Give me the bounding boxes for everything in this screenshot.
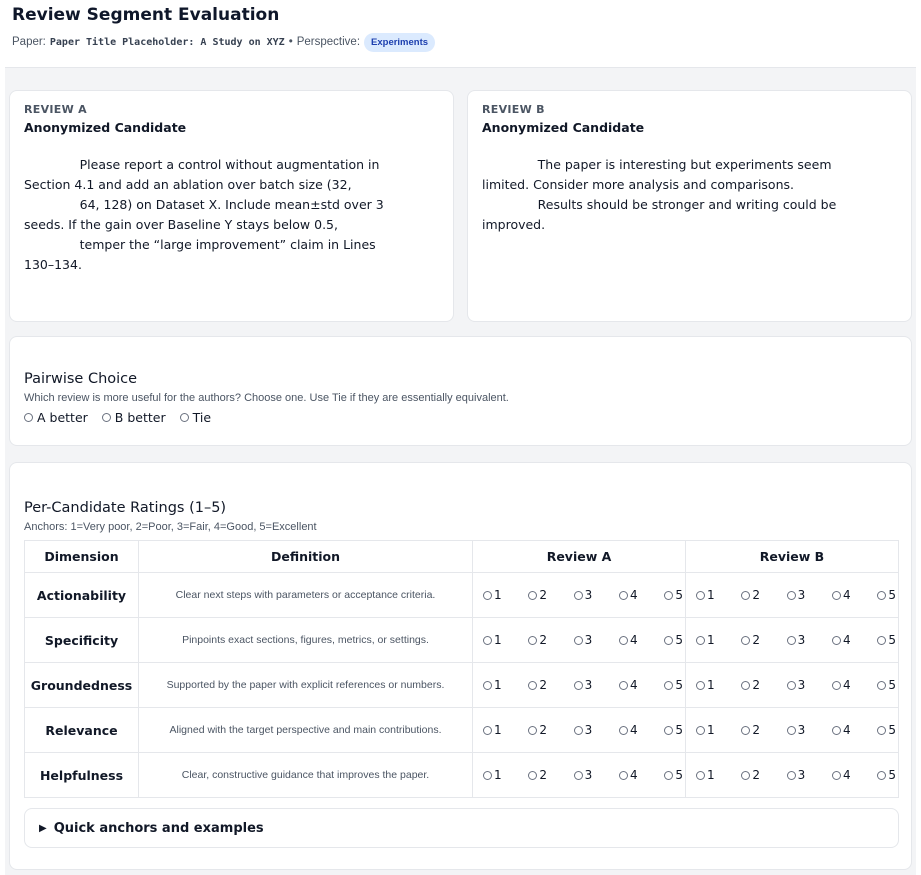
review-b-score-option[interactable] xyxy=(696,723,715,737)
header-definition: Definition xyxy=(139,541,473,573)
review-b-score-group xyxy=(686,663,899,708)
review-a-score-option[interactable] xyxy=(574,768,593,782)
radio-circle-icon[interactable] xyxy=(664,591,673,600)
review-b-score-option[interactable] xyxy=(741,588,760,602)
score-value: 3 xyxy=(584,678,593,692)
radio-circle-icon[interactable] xyxy=(741,681,750,690)
radio-circle-icon[interactable] xyxy=(102,413,111,422)
score-value: 2 xyxy=(539,588,547,602)
review-a-score-option[interactable] xyxy=(528,768,547,782)
ratings-card xyxy=(9,462,912,870)
radio-circle-icon[interactable] xyxy=(574,681,583,690)
radio-circle-icon[interactable] xyxy=(877,591,886,600)
review-a-score-option[interactable] xyxy=(664,633,683,647)
score-value: 2 xyxy=(539,723,547,737)
evaluation-panel xyxy=(5,67,916,875)
score-value: 1 xyxy=(707,723,715,737)
quick-anchors-label: Quick anchors and examples xyxy=(53,820,264,836)
review-b-label: REVIEW B xyxy=(482,103,545,116)
review-b-score-option[interactable] xyxy=(877,678,896,692)
score-value: 1 xyxy=(494,678,502,692)
radio-circle-icon[interactable] xyxy=(619,726,628,735)
page-title: Review Segment Evaluation xyxy=(12,5,280,25)
ratings-header-row xyxy=(25,541,899,573)
radio-circle-icon[interactable] xyxy=(877,726,886,735)
radio-circle-icon[interactable] xyxy=(787,771,796,780)
review-a-score-option[interactable] xyxy=(619,678,638,692)
score-value: 1 xyxy=(494,768,502,782)
review-b-score-option[interactable] xyxy=(696,633,715,647)
pairwise-title: Pairwise Choice xyxy=(24,371,138,387)
review-a-score-option[interactable] xyxy=(619,723,638,737)
review-b-score-option[interactable] xyxy=(741,723,760,737)
pairwise-option-tie[interactable] xyxy=(180,410,211,425)
radio-circle-icon[interactable] xyxy=(574,771,583,780)
score-value: 4 xyxy=(842,768,851,782)
review-b-score-option[interactable] xyxy=(832,588,851,602)
score-value: 5 xyxy=(675,678,683,692)
radio-circle-icon[interactable] xyxy=(528,636,537,645)
review-a-score-option[interactable] xyxy=(619,588,638,602)
score-value: 2 xyxy=(539,678,547,692)
review-a-score-group xyxy=(473,753,686,798)
radio-circle-icon[interactable] xyxy=(664,771,673,780)
score-value: 2 xyxy=(752,633,760,647)
review-a-score-option[interactable] xyxy=(483,723,502,737)
review-b-score-option[interactable] xyxy=(696,678,715,692)
radio-circle-icon[interactable] xyxy=(528,726,537,735)
dimension-definition: Aligned with the target perspective and main contributions. xyxy=(139,708,473,753)
score-options xyxy=(483,588,683,602)
radio-circle-icon[interactable] xyxy=(483,636,492,645)
score-value: 5 xyxy=(675,588,683,602)
review-b-score-option[interactable] xyxy=(696,588,715,602)
review-b-score-option[interactable] xyxy=(741,768,760,782)
score-value: 2 xyxy=(752,768,760,782)
dimension-name: Helpfulness xyxy=(25,753,139,798)
dimension-name: Relevance xyxy=(25,708,139,753)
score-value: 2 xyxy=(539,768,547,782)
dimension-definition: Pinpoints exact sections, figures, metrics, or settings. xyxy=(139,618,473,663)
radio-circle-icon[interactable] xyxy=(787,636,796,645)
score-options xyxy=(483,633,683,647)
review-b-score-option[interactable] xyxy=(832,633,851,647)
paper-label: Paper: xyxy=(12,36,46,48)
score-value: 4 xyxy=(842,723,851,737)
meta-separator: • xyxy=(288,36,293,48)
review-b-card xyxy=(467,90,912,322)
score-options xyxy=(696,633,896,647)
score-value: 1 xyxy=(494,588,502,602)
radio-circle-icon[interactable] xyxy=(528,681,537,690)
ratings-row-relevance xyxy=(25,708,899,753)
radio-circle-icon[interactable] xyxy=(696,726,705,735)
score-value: 3 xyxy=(584,768,593,782)
score-value: 5 xyxy=(675,723,683,737)
score-value: 3 xyxy=(797,723,806,737)
review-b-score-option[interactable] xyxy=(741,678,760,692)
radio-circle-icon[interactable] xyxy=(574,636,583,645)
review-a-score-group xyxy=(473,618,686,663)
radio-circle-icon[interactable] xyxy=(832,636,841,645)
review-a-score-option[interactable] xyxy=(483,768,502,782)
score-value: 3 xyxy=(584,633,593,647)
score-value: 1 xyxy=(707,633,715,647)
review-a-score-option[interactable] xyxy=(528,723,547,737)
score-value: 5 xyxy=(888,723,896,737)
review-b-score-group xyxy=(686,708,899,753)
pairwise-option-label: A better xyxy=(37,410,88,425)
score-value: 5 xyxy=(675,768,683,782)
score-value: 5 xyxy=(675,633,683,647)
review-a-score-option[interactable] xyxy=(528,588,547,602)
ratings-anchors: Anchors: 1=Very poor, 2=Poor, 3=Fair, 4=Good, 5=Excellent xyxy=(24,521,317,533)
paper-title: Paper Title Placeholder: A Study on XYZ xyxy=(49,36,285,48)
perspective-badge: Experiments xyxy=(364,33,435,52)
ratings-row-helpfulness xyxy=(25,753,899,798)
review-a-score-option[interactable] xyxy=(528,678,547,692)
review-a-score-option[interactable] xyxy=(483,678,502,692)
review-b-score-option[interactable] xyxy=(832,768,851,782)
score-options xyxy=(483,723,683,737)
pairwise-description: Which review is more useful for the authors? Choose one. Use Tie if they are essentially equivalent. xyxy=(24,392,509,404)
score-value: 2 xyxy=(539,633,547,647)
score-options xyxy=(696,723,896,737)
score-value: 2 xyxy=(752,588,760,602)
radio-circle-icon[interactable] xyxy=(832,771,841,780)
score-value: 1 xyxy=(707,588,715,602)
triangle-right-icon: ▶ xyxy=(39,822,47,834)
review-a-score-option[interactable] xyxy=(574,723,593,737)
score-value: 3 xyxy=(584,588,593,602)
review-b-score-group xyxy=(686,618,899,663)
score-value: 1 xyxy=(494,633,502,647)
radio-circle-icon[interactable] xyxy=(832,681,841,690)
score-value: 4 xyxy=(629,588,638,602)
review-a-score-option[interactable] xyxy=(483,588,502,602)
review-b-score-group xyxy=(686,753,899,798)
review-b-score-option[interactable] xyxy=(696,768,715,782)
score-options xyxy=(483,768,683,782)
score-value: 5 xyxy=(888,678,896,692)
radio-circle-icon[interactable] xyxy=(877,771,886,780)
score-value: 1 xyxy=(707,678,715,692)
review-b-score-option[interactable] xyxy=(877,588,896,602)
score-value: 3 xyxy=(797,678,806,692)
radio-circle-icon[interactable] xyxy=(180,413,189,422)
pairwise-option-a-better[interactable] xyxy=(24,410,88,425)
radio-circle-icon[interactable] xyxy=(619,636,628,645)
score-value: 2 xyxy=(752,678,760,692)
radio-circle-icon[interactable] xyxy=(787,591,796,600)
radio-circle-icon[interactable] xyxy=(696,591,705,600)
review-a-score-group xyxy=(473,708,686,753)
review-b-text: The paper is interesting but experiments seem limited. Consider more analysis and comparisons. Results should be stronger and writing could be improved. xyxy=(482,157,837,232)
header-review-a: Review A xyxy=(473,541,686,573)
radio-circle-icon[interactable] xyxy=(483,591,492,600)
score-options xyxy=(696,678,896,692)
review-a-score-option[interactable] xyxy=(483,633,502,647)
review-a-score-option[interactable] xyxy=(664,588,683,602)
page-header xyxy=(12,5,912,52)
radio-circle-icon[interactable] xyxy=(574,591,583,600)
review-b-score-option[interactable] xyxy=(832,678,851,692)
review-a-score-option[interactable] xyxy=(528,633,547,647)
quick-anchors-toggle[interactable] xyxy=(24,808,899,848)
dimension-name: Specificity xyxy=(25,618,139,663)
review-b-score-option[interactable] xyxy=(787,723,806,737)
review-b-score-option[interactable] xyxy=(787,768,806,782)
score-value: 5 xyxy=(888,633,896,647)
ratings-row-actionability xyxy=(25,573,899,618)
radio-circle-icon[interactable] xyxy=(664,636,673,645)
score-options xyxy=(696,768,896,782)
ratings-title: Per-Candidate Ratings (1–5) xyxy=(24,500,227,516)
ratings-table xyxy=(24,540,899,798)
radio-circle-icon[interactable] xyxy=(619,771,628,780)
score-value: 3 xyxy=(797,633,806,647)
radio-circle-icon[interactable] xyxy=(877,681,886,690)
dimension-definition: Supported by the paper with explicit references or numbers. xyxy=(139,663,473,708)
radio-circle-icon[interactable] xyxy=(528,771,537,780)
score-value: 2 xyxy=(752,723,760,737)
score-value: 1 xyxy=(707,768,715,782)
review-b-subtitle: Anonymized Candidate xyxy=(482,120,645,135)
review-a-text: Please report a control without augmentation in Section 4.1 and add an ablation over batch size (32, 64, 128) on Dataset X. Include mean±std over 3 seeds. If the gain over Baseline Y stays below 0.5, temper the “large improvement” claim in Lines 130–134. xyxy=(24,157,384,272)
radio-circle-icon[interactable] xyxy=(619,681,628,690)
review-a-score-option[interactable] xyxy=(574,678,593,692)
review-b-score-option[interactable] xyxy=(832,723,851,737)
pairwise-option-label: Tie xyxy=(192,410,212,425)
radio-circle-icon[interactable] xyxy=(483,726,492,735)
paper-meta xyxy=(12,32,912,52)
review-b-score-option[interactable] xyxy=(787,588,806,602)
review-a-score-option[interactable] xyxy=(619,768,638,782)
review-b-score-option[interactable] xyxy=(877,723,896,737)
score-options xyxy=(696,588,896,602)
score-value: 4 xyxy=(629,678,638,692)
review-a-score-option[interactable] xyxy=(619,633,638,647)
pairwise-options xyxy=(24,410,897,425)
pairwise-option-label: B better xyxy=(114,410,166,425)
radio-circle-icon[interactable] xyxy=(741,591,750,600)
ratings-row-groundedness xyxy=(25,663,899,708)
review-a-score-group xyxy=(473,663,686,708)
review-a-score-option[interactable] xyxy=(574,588,593,602)
radio-circle-icon[interactable] xyxy=(787,726,796,735)
radio-circle-icon[interactable] xyxy=(877,636,886,645)
score-value: 5 xyxy=(888,588,896,602)
pairwise-choice-card xyxy=(9,336,912,446)
review-a-score-option[interactable] xyxy=(664,678,683,692)
score-value: 1 xyxy=(494,723,502,737)
dimension-name: Actionability xyxy=(25,573,139,618)
score-value: 4 xyxy=(629,633,638,647)
review-b-score-group xyxy=(686,573,899,618)
radio-circle-icon[interactable] xyxy=(574,726,583,735)
score-value: 4 xyxy=(842,678,851,692)
radio-circle-icon[interactable] xyxy=(741,726,750,735)
score-value: 5 xyxy=(888,768,896,782)
score-value: 4 xyxy=(629,723,638,737)
header-dimension: Dimension xyxy=(25,541,139,573)
score-value: 3 xyxy=(797,768,806,782)
ratings-row-specificity xyxy=(25,618,899,663)
review-b-score-option[interactable] xyxy=(877,633,896,647)
score-value: 4 xyxy=(629,768,638,782)
review-a-card xyxy=(9,90,454,322)
review-a-score-option[interactable] xyxy=(574,633,593,647)
radio-circle-icon[interactable] xyxy=(24,413,33,422)
score-value: 3 xyxy=(797,588,806,602)
pairwise-option-b-better[interactable] xyxy=(102,410,166,425)
score-value: 3 xyxy=(584,723,593,737)
radio-circle-icon[interactable] xyxy=(483,771,492,780)
review-a-subtitle: Anonymized Candidate xyxy=(24,120,187,135)
score-options xyxy=(483,678,683,692)
radio-circle-icon[interactable] xyxy=(832,591,841,600)
review-b-score-option[interactable] xyxy=(741,633,760,647)
score-value: 4 xyxy=(842,588,851,602)
dimension-definition: Clear, constructive guidance that improves the paper. xyxy=(139,753,473,798)
review-a-label: REVIEW A xyxy=(24,103,87,116)
radio-circle-icon[interactable] xyxy=(832,726,841,735)
dimension-name: Groundedness xyxy=(25,663,139,708)
radio-circle-icon[interactable] xyxy=(696,681,705,690)
radio-circle-icon[interactable] xyxy=(528,591,537,600)
review-b-score-option[interactable] xyxy=(787,633,806,647)
review-b-score-option[interactable] xyxy=(787,678,806,692)
score-value: 4 xyxy=(842,633,851,647)
radio-circle-icon[interactable] xyxy=(741,636,750,645)
radio-circle-icon[interactable] xyxy=(664,681,673,690)
header-review-b: Review B xyxy=(686,541,899,573)
radio-circle-icon[interactable] xyxy=(696,771,705,780)
review-a-score-group xyxy=(473,573,686,618)
dimension-definition: Clear next steps with parameters or acceptance criteria. xyxy=(139,573,473,618)
radio-circle-icon[interactable] xyxy=(741,771,750,780)
review-b-score-option[interactable] xyxy=(877,768,896,782)
perspective-label: Perspective: xyxy=(296,36,361,48)
radio-circle-icon[interactable] xyxy=(483,681,492,690)
radio-circle-icon[interactable] xyxy=(619,591,628,600)
radio-circle-icon[interactable] xyxy=(787,681,796,690)
review-a-score-option[interactable] xyxy=(664,723,683,737)
radio-circle-icon[interactable] xyxy=(696,636,705,645)
radio-circle-icon[interactable] xyxy=(664,726,673,735)
review-a-score-option[interactable] xyxy=(664,768,683,782)
